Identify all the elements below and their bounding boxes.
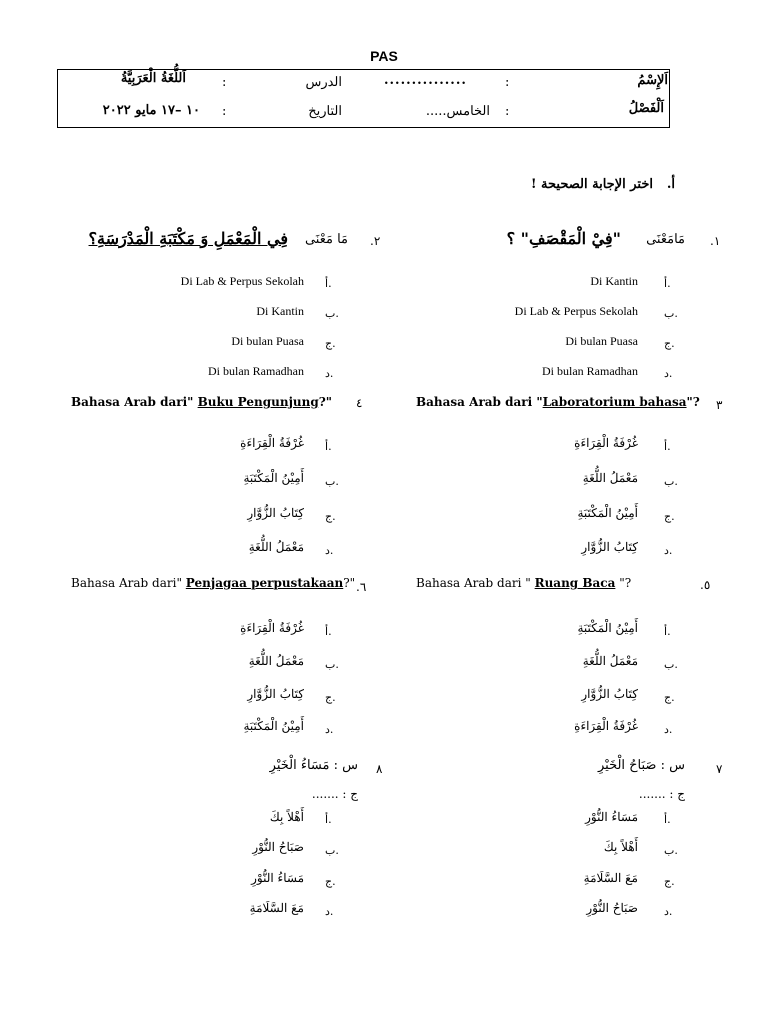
option-text[interactable]: مَسَاءُ النُّوْرِ xyxy=(251,871,304,885)
question-text: Bahasa Arab dari" Penjagaa perpustakaan?" xyxy=(71,576,356,590)
question-number: ٣ xyxy=(716,398,723,412)
option-letter: د. xyxy=(325,905,334,918)
option-letter: أ. xyxy=(325,625,332,638)
option-text[interactable]: Di Kantin xyxy=(590,274,638,288)
option-letter: أ. xyxy=(664,277,671,290)
name-separator: : xyxy=(505,75,510,90)
option-text[interactable]: Di bulan Ramadhan xyxy=(208,364,304,378)
option-text[interactable]: صَبَاحُ النُّوْرِ xyxy=(252,840,304,854)
option-letter: د. xyxy=(664,905,673,918)
question-number: ٨ xyxy=(376,762,383,776)
option-text[interactable]: كِتَابُ الزُّوَّارِ xyxy=(247,506,304,520)
question-text: س : صَبَاحُ الْخَيْرِ xyxy=(597,758,685,773)
option-text[interactable]: كِتَابُ الزُّوَّارِ xyxy=(247,687,304,701)
question-text: س : مَسَاءُ الْخَيْرِ xyxy=(269,758,358,773)
question-number: .٥ xyxy=(700,578,711,592)
subject-value: اَللُّغَةُ الْعَرَبِيَّةُ xyxy=(120,71,186,86)
option-letter: د. xyxy=(325,723,334,736)
instruction-text: اختر الإجابة الصحيحة ! xyxy=(530,177,653,192)
question-prefix: مَا مَعْنَى xyxy=(304,232,348,247)
question-prefix: مَامَعْنَى xyxy=(646,232,685,247)
answer-blank[interactable]: ج : ....... xyxy=(311,787,358,801)
date-separator: : xyxy=(222,104,227,119)
option-text[interactable]: أَهْلاً بِكَ xyxy=(269,810,304,824)
question-text: "فِيْ الْمَقْصَفِ" ؟ xyxy=(506,229,621,248)
class-value[interactable]: الخامس..... xyxy=(425,104,490,119)
option-letter: ب. xyxy=(664,658,678,671)
option-letter: ب. xyxy=(664,307,678,320)
option-text[interactable]: Di bulan Puasa xyxy=(231,334,304,348)
option-letter: ج. xyxy=(664,875,675,888)
option-text[interactable]: أَمِيْنُ الْمَكْتَبَةِ xyxy=(243,471,304,485)
option-text[interactable]: Di Lab & Perpus Sekolah xyxy=(514,304,638,318)
option-letter: ج. xyxy=(325,510,336,523)
question-number: .٦ xyxy=(356,580,367,594)
option-text[interactable]: أَمِيْنُ الْمَكْتَبَةِ xyxy=(577,621,638,635)
option-letter: ب. xyxy=(325,475,339,488)
question-text: فِي الْمَعْمَلِ وَ مَكْتَبَةِ الْمَدْرَسَةِ؟ xyxy=(88,229,288,248)
option-text[interactable]: أَمِيْنُ الْمَكْتَبَةِ xyxy=(577,506,638,520)
option-letter: أ. xyxy=(325,277,332,290)
option-letter: ج. xyxy=(664,510,675,523)
option-letter: أ. xyxy=(325,813,332,826)
option-letter: د. xyxy=(664,723,673,736)
question-text: Bahasa Arab dari "Laboratorium bahasa"? xyxy=(416,395,700,409)
question-number: ٧ xyxy=(716,762,723,776)
option-letter: أ. xyxy=(664,813,671,826)
option-text[interactable]: غُرْفَةُ الْقِرَاءَةِ xyxy=(240,436,304,450)
option-letter: ب. xyxy=(664,475,678,488)
option-text[interactable]: Di bulan Puasa xyxy=(565,334,638,348)
answer-blank[interactable]: ج : ....... xyxy=(638,787,685,801)
page-title: PAS xyxy=(370,48,398,64)
option-text[interactable]: مَسَاءُ النُّوْرِ xyxy=(585,810,638,824)
option-text[interactable]: أَمِيْنُ الْمَكْتَبَةِ xyxy=(243,719,304,733)
subject-label: الدرس xyxy=(305,75,342,90)
option-text[interactable]: مَعْمَلُ اللُّغَةِ xyxy=(582,471,638,485)
option-letter: د. xyxy=(325,544,334,557)
option-letter: ج. xyxy=(325,337,336,350)
option-letter: ب. xyxy=(325,307,339,320)
option-letter: د. xyxy=(325,367,334,380)
option-text[interactable]: Di Kantin xyxy=(256,304,304,318)
option-text[interactable]: غُرْفَةُ الْقِرَاءَةِ xyxy=(240,621,304,635)
class-label: اَلْفَصْلُ xyxy=(628,101,664,116)
name-field[interactable]: ............... xyxy=(384,73,467,88)
option-letter: ج. xyxy=(325,875,336,888)
option-letter: ج. xyxy=(664,691,675,704)
option-letter: أ. xyxy=(325,440,332,453)
option-text[interactable]: مَعْمَلُ اللُّغَةِ xyxy=(582,654,638,668)
option-text[interactable]: مَعْمَلُ اللُّغَةِ xyxy=(248,540,304,554)
option-letter: ج. xyxy=(325,691,336,704)
name-label: اَلإِسْمُ xyxy=(637,73,668,88)
option-letter: أ. xyxy=(664,625,671,638)
option-text[interactable]: مَعَ السَّلَامَةِ xyxy=(583,871,638,885)
option-letter: ب. xyxy=(325,658,339,671)
class-separator: : xyxy=(505,104,510,119)
question-text: Bahasa Arab dari" Buku Pengunjung?" xyxy=(71,395,333,409)
option-letter: د. xyxy=(664,544,673,557)
option-text[interactable]: Di Lab & Perpus Sekolah xyxy=(180,274,304,288)
option-text[interactable]: صَبَاحُ النُّوْرِ xyxy=(586,901,638,915)
question-number: .٢ xyxy=(370,234,381,248)
option-text[interactable]: Di bulan Ramadhan xyxy=(542,364,638,378)
option-text[interactable]: كِتَابُ الزُّوَّارِ xyxy=(581,540,638,554)
option-text[interactable]: أَهْلاً بِكَ xyxy=(603,840,638,854)
question-number: .١ xyxy=(710,234,721,248)
question-text: Bahasa Arab dari " Ruang Baca "? xyxy=(416,576,632,590)
option-letter: ب. xyxy=(664,844,678,857)
option-text[interactable]: مَعْمَلُ اللُّغَةِ xyxy=(248,654,304,668)
option-text[interactable]: غُرْفَةُ الْقِرَاءَةِ xyxy=(574,719,638,733)
option-letter: ج. xyxy=(664,337,675,350)
option-text[interactable]: كِتَابُ الزُّوَّارِ xyxy=(581,687,638,701)
section-letter: أ. xyxy=(666,177,675,192)
option-letter: ب. xyxy=(325,844,339,857)
option-text[interactable]: مَعَ السَّلَامَةِ xyxy=(249,901,304,915)
question-number: ٤ xyxy=(356,396,363,410)
option-letter: د. xyxy=(664,367,673,380)
option-letter: أ. xyxy=(664,440,671,453)
option-text[interactable]: غُرْفَةُ الْقِرَاءَةِ xyxy=(574,436,638,450)
date-label: التاريخ xyxy=(308,104,342,119)
subject-separator: : xyxy=(222,75,227,90)
date-value: ١٠ –١٧ مايو ٢٠٢٢ xyxy=(102,103,200,118)
